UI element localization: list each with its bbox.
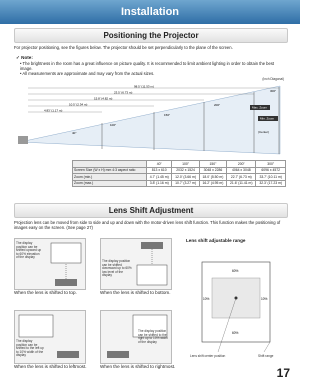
- table-cell: 16.2' (4.95 m): [199, 180, 226, 187]
- section-title-lens-shift: Lens Shift Adjustment: [14, 203, 288, 218]
- table-cell: 6096 x 4572: [256, 167, 286, 174]
- note-bottom: The display position can be shifted downward up to 60% low level of the display: [102, 259, 132, 278]
- col-header: 150": [199, 161, 226, 168]
- table-cell: 2032 x 1524: [172, 167, 199, 174]
- caption-rightmost: When the lens is shifted to rightmost.: [100, 364, 176, 369]
- col-header: 300": [256, 161, 286, 168]
- note-left: The display position can be shifted to the left up to 10% width of the display: [16, 339, 44, 358]
- note-top: The display position can be shifted upward up to 60% elevation of the display: [16, 241, 42, 260]
- distance-label-1: 98.5' (11.53 m): [134, 84, 154, 89]
- note-title: ✓ Note:: [16, 55, 33, 60]
- center-label: (Center): [258, 130, 270, 134]
- size-label-100: 100": [110, 123, 117, 127]
- caption-top: When the lens is shifted to top.: [14, 290, 77, 295]
- min-zoom-label: Min. Zoom: [260, 116, 275, 121]
- shift-range-label: Shift range: [258, 354, 274, 358]
- page-header: [0, 0, 300, 24]
- table-cell: 33.7' (10.11 m): [256, 174, 286, 181]
- table-row: [73, 180, 286, 187]
- table-cell: 3048 x 2286: [199, 167, 226, 174]
- table-cell: 4.7' (1.45 m): [147, 174, 172, 181]
- row-label: Screen Size (W x H) mm 4:3 aspect ratio: [73, 167, 147, 174]
- checkmark-icon: ✓: [16, 55, 20, 60]
- pct-bottom: 60%: [232, 331, 239, 335]
- caption-bottom: When the lens is shifted to bottom.: [100, 290, 171, 295]
- page-number: 17: [276, 366, 290, 380]
- size-label-150: 150": [164, 113, 171, 117]
- distance-label-4: 10.5' (2.34 m): [69, 102, 88, 107]
- size-label-40: 40": [72, 131, 77, 135]
- table-cell: 22.7' (6.73 m): [227, 174, 256, 181]
- table-cell: 813 x 610: [147, 167, 172, 174]
- col-header: 100": [172, 161, 199, 168]
- page-title: Installation: [120, 6, 180, 18]
- center-position-label: Lens shift center position: [190, 354, 226, 358]
- projector-icon: [18, 136, 28, 144]
- table-cell: 18.0' (5.50 m): [199, 174, 226, 181]
- note-bullet-2: • All measurements are approximate and may vary from the actual sizes.: [20, 71, 155, 76]
- row-label: Zoom (max.): [73, 180, 147, 187]
- table-cell: 32.3' (17.23 m): [256, 180, 286, 187]
- table-cell: 12.0' (3.66 m): [172, 174, 199, 181]
- projection-diagram: [14, 84, 286, 156]
- distance-label-3: 15.8' (4.82 m): [94, 96, 113, 101]
- screen-size-table: [72, 160, 286, 187]
- table-cell: 10.7' (3.27 m): [172, 180, 199, 187]
- table-cell: 21.6' (11.41 m): [227, 180, 256, 187]
- row-label: Zoom (min.): [73, 174, 147, 181]
- col-header: 40": [147, 161, 172, 168]
- note-right: The display position can be shifted to the right up to 10% width of the display: [138, 329, 168, 344]
- pct-top: 60%: [232, 269, 239, 273]
- size-label-300: 300": [270, 89, 277, 93]
- note-bullet-1: • The brightness in the room has a great influence on picture quality. It is recommended to limit ambient lighting in order to obtain the best image.: [20, 61, 275, 71]
- table-cell: 4064 x 3048: [227, 167, 256, 174]
- max-zoom-label: Max. Zoom: [252, 105, 268, 110]
- adjustable-range-diagram: [188, 248, 284, 358]
- size-label-200: 200": [214, 103, 221, 107]
- caption-leftmost: When the lens is shifted to leftmost.: [14, 364, 87, 369]
- lens-intro-text: Projection lens can be moved from side to side and up and down with the motor-driven lens shift function. This function makes the positioning of images easy on the screen. (See page 27): [14, 220, 281, 230]
- table-cell: 3.8' (1.16 m): [147, 180, 172, 187]
- intro-text: For projector positioning, see the figures below. The projector should be set perpendicularly to the plane of the screen.: [14, 45, 233, 50]
- col-header: 200": [227, 161, 256, 168]
- pct-right: 10%: [261, 297, 268, 301]
- distance-label-5: 4.83' (1.17 m): [44, 108, 63, 113]
- pct-left: 10%: [203, 297, 210, 301]
- section-title-positioning: Positioning the Projector: [14, 28, 288, 43]
- adjustable-range-title: Lens shift adjustable range: [186, 238, 246, 243]
- distance-label-2: 23.5' (6.73 m): [114, 90, 133, 95]
- unit-label: (Inch Diagonal): [262, 77, 284, 81]
